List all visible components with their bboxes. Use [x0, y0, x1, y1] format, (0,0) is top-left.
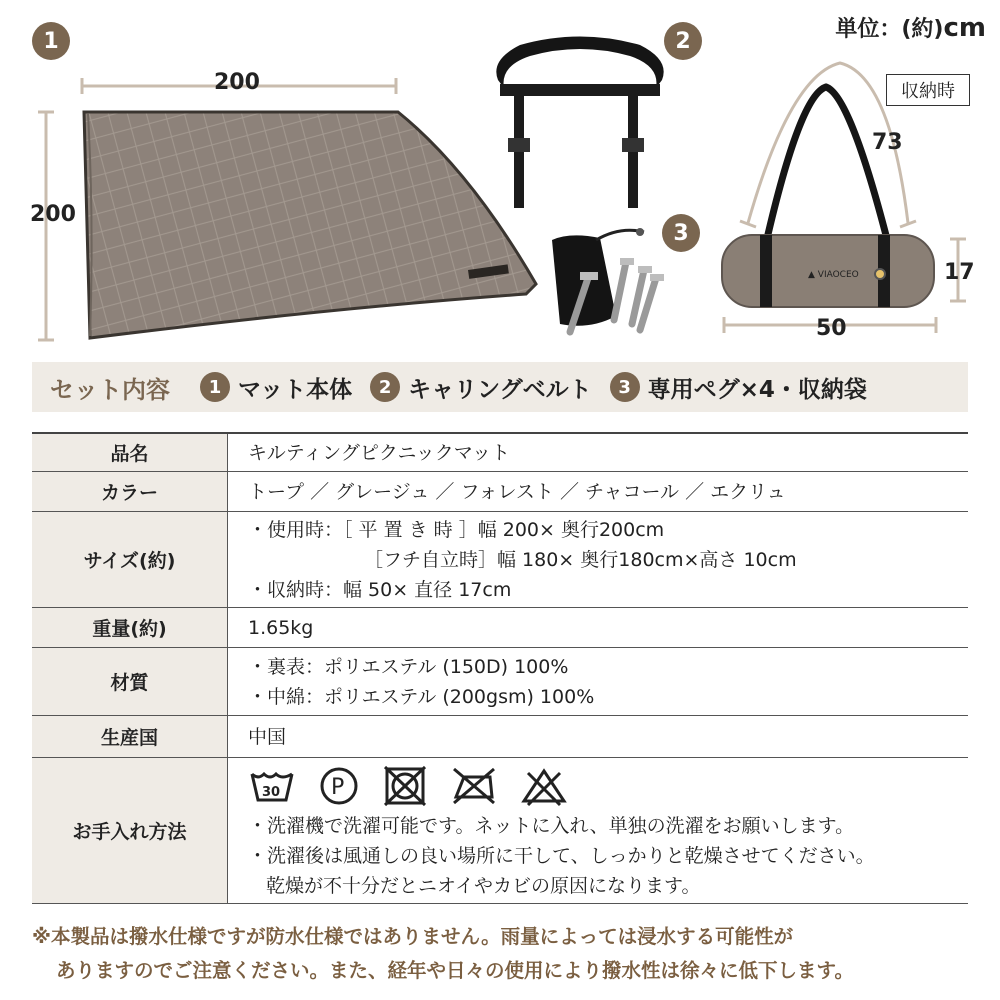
roll-brand-label: ▲ VIAOCEO — [808, 270, 859, 280]
spec-value — [228, 716, 968, 757]
notice-line: ※本製品は撥水仕様ですが防水仕様ではありません。雨量によっては浸水する可能性が — [32, 925, 794, 948]
care-icons — [248, 761, 968, 811]
spec-row-material — [32, 648, 968, 716]
unit-text: 単位：(約) — [835, 17, 944, 42]
spec-table — [32, 432, 968, 904]
spec-value-line: ・中綿：ポリエステル (200gsm) 100% — [248, 685, 595, 708]
spec-value-line: ・収納時：幅 50× 直径 17cm — [248, 578, 512, 601]
contents-item-pegs — [610, 371, 867, 404]
mat-illustration — [30, 70, 550, 350]
storage-tag: 収納時 — [886, 74, 970, 106]
spec-header: サイズ(約) — [32, 512, 228, 607]
dry-clean-p-icon — [318, 765, 360, 807]
spec-value-text: 中国 — [248, 725, 287, 748]
carrying-belt-illustration — [480, 30, 680, 220]
notice-line: ありますのでご注意ください。また、経年や日々の使用により撥水性は徐々に低下します。 — [56, 959, 854, 982]
set-contents-bar — [32, 362, 968, 412]
spec-value — [228, 608, 968, 647]
spec-value-text: キルティングピクニックマット — [248, 441, 511, 464]
care-line: 乾燥が不十分だとニオイやカビの原因になります。 — [266, 874, 701, 897]
care-line: ・洗濯機で洗濯可能です。ネットに入れ、単独の洗濯をお願いします。 — [248, 814, 855, 837]
spec-row-origin — [32, 716, 968, 758]
contents-item-mat — [200, 371, 352, 404]
spec-value-line: ・裏表：ポリエステル (150D) 100% — [248, 655, 569, 678]
spec-row-name — [32, 434, 968, 472]
spec-value-line: ・使用時：［ 平 置 き 時 ］幅 200× 奥行200cm — [248, 518, 665, 541]
spec-header: 品名 — [32, 434, 228, 471]
strap-length-label: 73 — [872, 130, 903, 155]
unit-label — [835, 12, 986, 43]
contents-item-number: 1 — [200, 372, 230, 402]
mat-width-label: 200 — [214, 70, 260, 95]
contents-item-number: 3 — [610, 372, 640, 402]
mat-depth-label: 200 — [30, 202, 76, 227]
spec-value — [228, 648, 968, 715]
spec-header: カラー — [32, 472, 228, 511]
wash-temp-text: 30 — [262, 784, 281, 800]
spec-header: 生産国 — [32, 716, 228, 757]
pegs-and-bag-illustration — [540, 220, 670, 340]
spec-value-text: トープ ／ グレージュ ／ フォレスト ／ チャコール ／ エクリュ — [248, 480, 786, 503]
dry-clean-text: P — [331, 774, 345, 800]
spec-value — [228, 434, 968, 471]
spec-value — [228, 758, 968, 903]
contents-item-belt — [370, 371, 592, 404]
set-contents-title: セット内容 — [50, 375, 170, 404]
no-tumble-dry-icon — [382, 765, 428, 807]
spec-value — [228, 472, 968, 511]
roll-diameter-label: 17 — [944, 260, 975, 285]
badge-2: 2 — [664, 22, 702, 60]
contents-item-label: 専用ペグ×4・収納袋 — [647, 376, 867, 403]
roll-length-label: 50 — [816, 316, 847, 341]
no-bleach-icon — [520, 765, 568, 807]
rolled-mat-illustration — [700, 55, 990, 345]
spec-header: 材質 — [32, 648, 228, 715]
water-resistance-notice — [32, 920, 972, 988]
care-line: ・洗濯後は風通しの良い場所に干して、しっかりと乾燥させてください。 — [248, 844, 875, 867]
spec-row-size — [32, 512, 968, 608]
badge-1: 1 — [32, 22, 70, 60]
badge-3: 3 — [662, 214, 700, 252]
no-iron-icon — [450, 765, 498, 807]
spec-value-text: 1.65kg — [248, 616, 314, 639]
spec-header: お手入れ方法 — [32, 758, 228, 903]
contents-item-number: 2 — [370, 372, 400, 402]
spec-row-care — [32, 758, 968, 904]
spec-value — [228, 512, 968, 607]
spec-header: 重量(約) — [32, 608, 228, 647]
contents-item-label: キャリングベルト — [408, 376, 592, 403]
contents-item-label: マット本体 — [238, 376, 353, 403]
unit-cm: cm — [943, 13, 986, 43]
spec-value-line: ［フチ自立時］幅 180× 奥行180cm×高さ 10cm — [364, 548, 797, 571]
spec-row-weight — [32, 608, 968, 648]
wash-30-icon — [248, 766, 296, 806]
spec-row-color — [32, 472, 968, 512]
